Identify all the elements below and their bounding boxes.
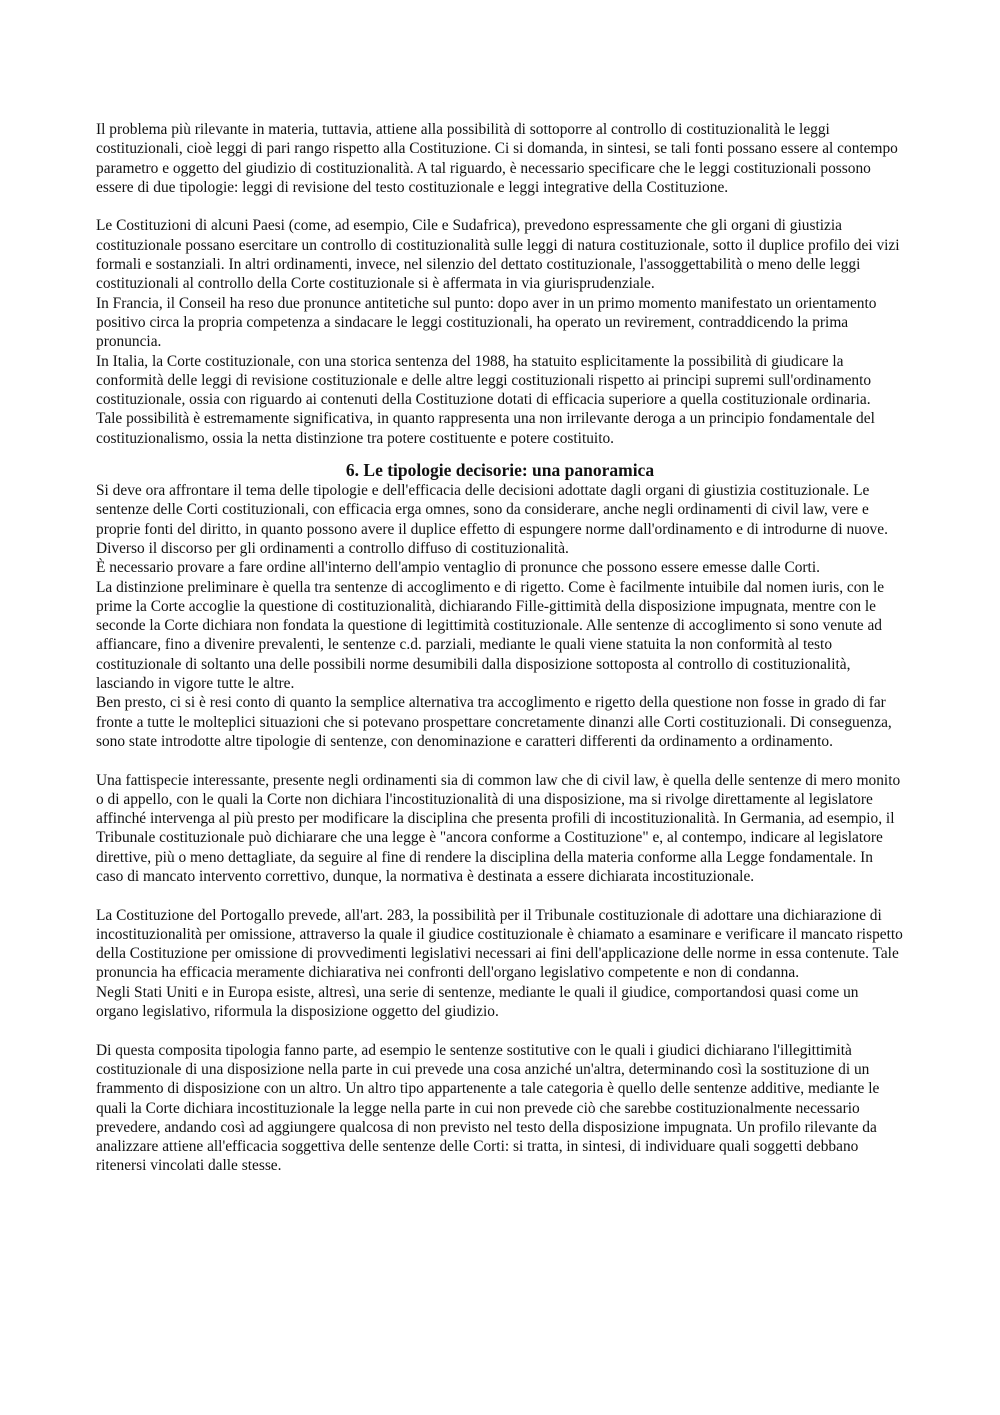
paragraph-spacer (96, 751, 904, 770)
paragraph-monito: Una fattispecie interessante, presente negli ordinamenti sia di common law che di civil law, è quella delle sentenze di mero monito o di appello, con le quali la Corte non dichiara l'incostituzionalità di una disposizione, ma si rivolge direttamente al legislatore affinché intervenga al più presto per modificare la disciplina che presenta profili di incostituzionalità. In Germania, ad esempio, il Tribunale costituzionale può dichiarare che una legge è "ancora conforme a Costituzione" e, al contempo, indicare al legislatore direttive, più o meno dettagliate, da seguire al fine di rendere la disciplina della materia conforme alla Legge fondamentale. In caso di mancato intervento correttivo, dunque, la normativa è destinata a essere dichiarata incostituzionale. (96, 771, 901, 885)
paragraph-significance: Tale possibilità è estremamente significativa, in quanto rappresenta una non irrilevante deroga a un principio fondamentale del costituzionalismo, ossia la netta distinzione tra potere costituente e potere costituito. (96, 410, 875, 447)
document-page (96, 120, 904, 1176)
paragraph-order: È necessario provare a fare ordine all'interno dell'ampio ventaglio di pronunce che possono essere emesse dalle Corti. (96, 559, 820, 577)
paragraph-portugal: La Costituzione del Portogallo prevede, all'art. 283, la possibilità per il Tribunale costituzionale di adottare una dichiarazione di incostituzionalità per omissione, attraverso la quale il giudice costituzionale è chiamato a esaminare e verificare il mancato rispetto della Costituzione per omissione di provvedimenti legislativi necessari ai fini dell'applicazione delle norme in essa contenute. Tale pronuncia ha efficacia meramente dichiarativa nei confronti dell'organo legislativo competente e non di condanna. (96, 906, 903, 982)
paragraph-usa-europe: Negli Stati Uniti e in Europa esiste, altresì, una serie di sentenze, mediante le quali il giudice, comportandosi quasi come un organo legislativo, riformula la disposizione oggetto del giudizio. (96, 983, 859, 1021)
section-heading: 6. Le tipologie decisorie: una panoramica (345, 460, 655, 481)
paragraph-spacer (96, 886, 904, 905)
paragraph-intro: Il problema più rilevante in materia, tuttavia, attiene alla possibilità di sottoporre al controllo di costituzionalità le leggi costituzionali, cioè leggi di pari rango rispetto alla Costituzione. Ci si domanda, in sintesi, se tali fonti possano essere al contempo parametro e oggetto del giudizio di costituzionalità. A tal riguardo, è necessario specificare che le leggi costituzionali possono essere di due tipologie: leggi di revisione del testo costituzionale e leggi integrative della Costituzione. (96, 121, 898, 196)
paragraph-constitutions: Le Costituzioni di alcuni Paesi (come, ad esempio, Cile e Sudafrica), prevedono espressamente che gli organi di giustizia costituzionale possano esercitare un controllo di costituzionalità sulle leggi di natura costituzionale, sotto il duplice profilo dei vizi formali e sostanziali. In altri ordinamenti, invece, nel silenzio del dettato costituzionale, l'assoggettabilità o meno delle leggi costituzionali al controllo della Corte costituzionale si è affermata in via giurisprudenziale. (96, 217, 900, 293)
paragraph-section-intro: Si deve ora affrontare il tema delle tipologie e dell'efficacia delle decisioni adottate dagli organi di giustizia costituzionale. Le sentenze delle Corti costituzionali, con efficacia erga omnes, sono da considerare, anche negli ordinamenti di civil law, vere e proprie fonti del diritto, in quanto possono avere il duplice effetto di espungere norme dall'ordinamento e di introdurne di nuove. Diverso il discorso per gli ordinamenti a controllo diffuso di costituzionalità. (96, 482, 888, 557)
paragraph-distinction: La distinzione preliminare è quella tra sentenze di accoglimento e di rigetto. Come è facilmente intuibile dal nomen iuris, con le prime la Corte accoglie la questione di costituzionalità, dichiarando Fille-gittimità della disposizione impugnata, mentre con le seconde la Corte dichiara non fondata la questione di legittimità costituzionale. Alle sentenze di accoglimento si sono venute ad affiancare, fino a divenire prevalenti, le sentenze c.d. parziali, mediante le quali viene statuita la non conformità al testo costituzionale di soltanto una delle possibili norme desumibili dalla disposizione sottoposta al controllo di costituzionalità, lasciando in vigore tutte le altre. (96, 578, 885, 693)
paragraph-italy: In Italia, la Corte costituzionale, con una storica sentenza del 1988, ha statuito esplicitamente la possibilità di giudicare la conformità delle leggi di revisione costituzionale e delle altre leggi costituzionali rispetto ai principi supremi sull'ordinamento costituzionale, ossia con riguardo ai contenuti della Costituzione dotati di efficacia superiore a quella costituzionale ordinaria. (96, 352, 872, 409)
paragraph-substitutive: Di questa composita tipologia fanno parte, ad esempio le sentenze sostitutive con le quali i giudici dichiarano l'illegittimità costituzionale di una disposizione nella parte in cui prevede una cosa anziché un'altra, determinando così la sostituzione di un frammento di disposizione con un altro. Un altro tipo appartenente a tale categoria è quello delle sentenze additive, mediante le quali la Corte dichiara incostituzionale la legge nella parte in cui non prevede ciò che sarebbe costituzionalmente necessario prevedere, andando così ad aggiungere qualcosa di non previsto nel testo della disposizione impugnata. Un profilo rilevante da analizzare attiene all'efficacia soggettiva delle sentenze delle Corti: si tratta, in sintesi, di individuare quali soggetti debbano ritenersi vincolati dalle stesse. (96, 1041, 880, 1175)
paragraph-spacer (96, 1021, 904, 1040)
paragraph-france: In Francia, il Conseil ha reso due pronunce antitetiche sul punto: dopo aver in un primo momento manifestato un orientamento positivo circa la propria competenza a sindacare le leggi costituzionali, ha operato un revirement, contraddicendo la prima pronuncia. (96, 294, 877, 351)
paragraph-spacer (96, 197, 904, 216)
paragraph-alternatives: Ben presto, ci si è resi conto di quanto la semplice alternativa tra accoglimento e rigetto della questione non fosse in grado di far fronte a tutte le molteplici situazioni che si potevano prospettare concretamente dinanzi alle Corti costituzionali. Di conseguenza, sono state introdotte altre tipologie di sentenze, con denominazione e caratteri differenti da ordinamento a ordinamento. (96, 694, 892, 750)
heading-spacer (96, 448, 904, 460)
